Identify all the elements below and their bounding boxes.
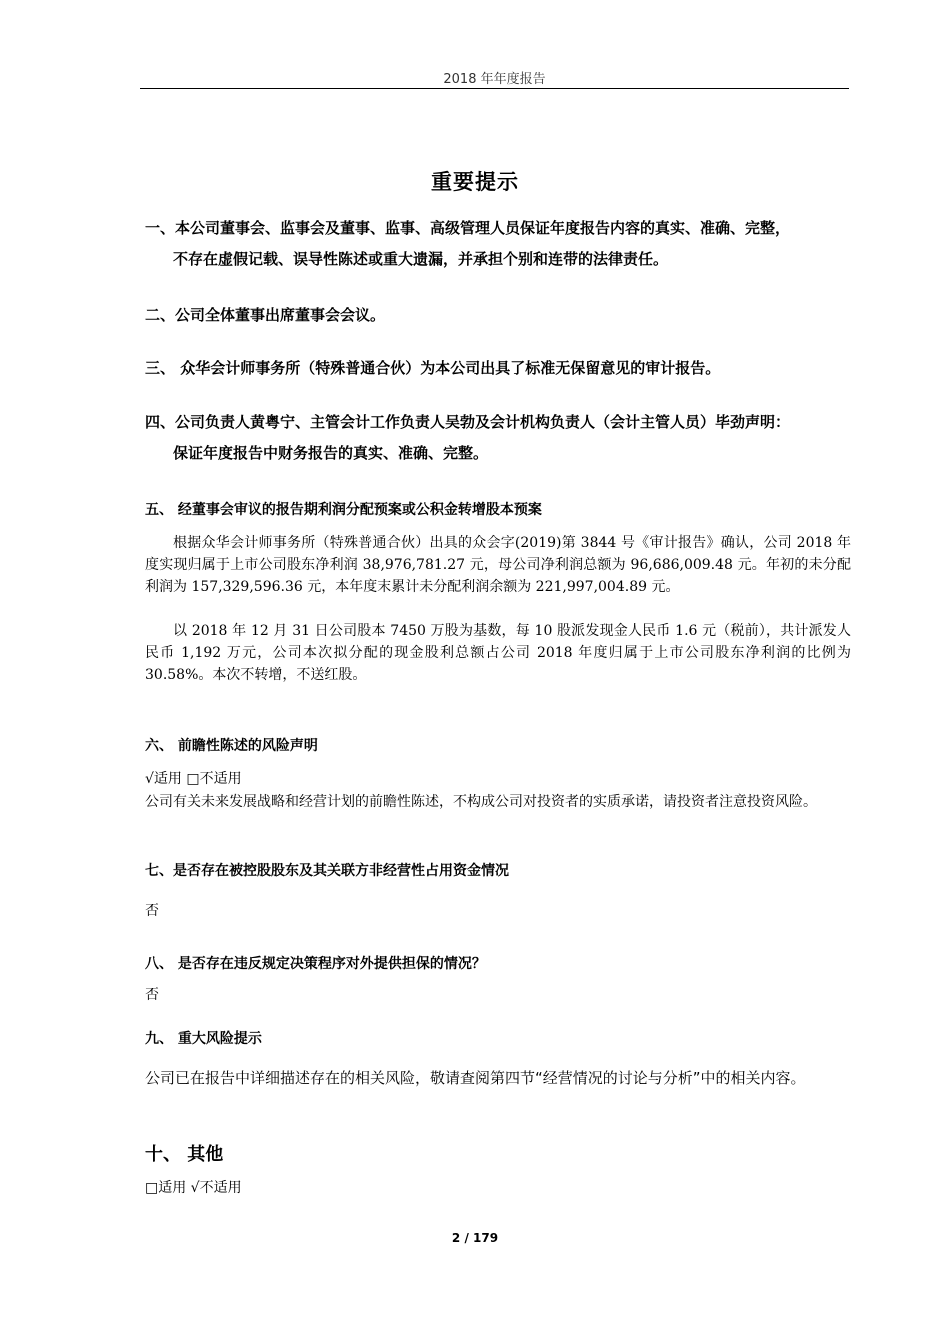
section-6-applicability: √适用 □不适用 <box>145 771 242 787</box>
section-5-heading: 五、 经董事会审议的报告期利润分配预案或公积金转增股本预案 <box>145 502 542 518</box>
section-1-line-1: 一、本公司董事会、监事会及董事、监事、高级管理人员保证年度报告内容的真实、准确、完整， <box>145 219 791 237</box>
header-rule <box>140 88 849 89</box>
section-3: 三、 众华会计师事务所（特殊普通合伙）为本公司出具了标准无保留意见的审计报告。 <box>145 359 721 377</box>
section-9-text: 公司已在报告中详细描述存在的相关风险，敬请查阅第四节“经营情况的讨论与分析”中的相关内容。 <box>145 1069 806 1087</box>
section-5-paragraph-2: 以 2018 年 12 月 31 日公司股本 7450 万股为基数，每 10 股派发现金人民币 1.6 元（税前），共计派发人民币 1,192 万元，公司本次拟分配的现金股利总额占公司 2018 年度归属于上市公司股东净利润的比例为 30.58%。本次不转增，不送红股。 <box>145 623 851 683</box>
section-4 <box>145 407 851 469</box>
section-4-line-2: 保证年度报告中财务报告的真实、准确、完整。 <box>173 444 489 462</box>
page-number: 2 / 179 <box>451 1231 499 1245</box>
section-10-heading: 十、 其他 <box>145 1144 224 1165</box>
section-6-heading: 六、 前瞻性陈述的风险声明 <box>145 738 318 754</box>
page-title: 重要提示 <box>431 170 519 194</box>
section-1-line-2: 不存在虚假记载、误导性陈述或重大遗漏，并承担个别和连带的法律责任。 <box>173 250 669 268</box>
section-9-heading: 九、 重大风险提示 <box>145 1031 262 1047</box>
section-7-answer: 否 <box>145 903 159 919</box>
section-7-heading: 七、是否存在被控股股东及其关联方非经营性占用资金情况 <box>145 863 509 879</box>
section-4-line-1: 四、公司负责人黄粤宁、主管会计工作负责人吴勃及会计机构负责人（会计主管人员）毕劲声明： <box>145 413 791 431</box>
section-8-answer: 否 <box>145 987 159 1003</box>
section-10-applicability: □适用 √不适用 <box>145 1180 242 1196</box>
section-2: 二、公司全体董事出席董事会会议。 <box>145 306 386 324</box>
page-header: 2018 年年度报告 <box>443 72 546 87</box>
section-6-text: 公司有关未来发展战略和经营计划的前瞻性陈述，不构成公司对投资者的实质承诺，请投资者注意投资风险。 <box>145 794 817 810</box>
section-5-paragraph-1: 根据众华会计师事务所（特殊普通合伙）出具的众会字(2019)第 3844 号《审计报告》确认，公司 2018 年度实现归属于上市公司股东净利润 38,976,781.27 元，母公司净利润总额为 96,686,009.48 元。年初的未分配利润为 157,329,596.36 元，本年度末累计未分配利润余额为 221,997,004.89 元。 <box>145 535 851 595</box>
section-1 <box>145 213 851 275</box>
section-8-heading: 八、 是否存在违反规定决策程序对外提供担保的情况？ <box>145 956 486 972</box>
